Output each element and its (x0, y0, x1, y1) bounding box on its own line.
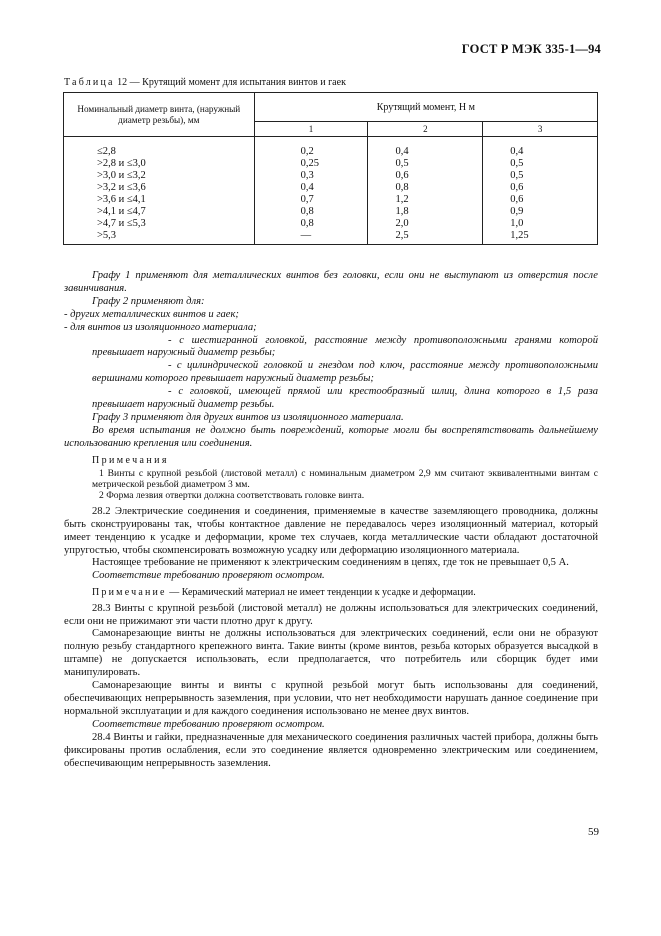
table-row: >3,0 и ≤3,2 0,3 0,6 0,5 (64, 170, 598, 182)
note: 2 Форма лезвия отвертки должна соответствовать головке винта. (99, 490, 365, 502)
paragraph: Графу 3 применяют для других винтов из изоляционного материала. (92, 411, 404, 423)
list-item: - с цилиндрической головкой и гнездом под ключ, расстояние между противоположными вершинами которого превышает наружный диаметр резьбы; (92, 360, 598, 385)
table-caption-text: 12 — Крутящий момент для испытания винтов и гаек (117, 77, 346, 88)
table-row: >3,2 и ≤3,6 0,4 0,8 0,6 (64, 182, 598, 194)
table-header-col-3: 3 (483, 122, 598, 137)
table-header-torque: Крутящий момент, Н м (254, 93, 597, 122)
table-header-diameter: Номинальный диаметр винта, (наружный диаметр резьбы), мм (64, 93, 255, 137)
table-row: >5,3 — 2,5 1,25 (64, 230, 598, 245)
page-number: 59 (588, 826, 599, 838)
list-item: - других металлических винтов и гаек; (64, 308, 239, 320)
list-item: - с головкой, имеющей прямой или крестообразный шлиц, длина которого в 1,5 раза превышает наружный диаметр резьбы. (92, 386, 598, 411)
table-row: >4,7 и ≤5,3 0,8 2,0 1,0 (64, 218, 598, 230)
document-code: ГОСТ Р МЭК 335-1—94 (461, 42, 601, 56)
table-row: ≤2,8 0,2 0,4 0,4 (64, 137, 598, 159)
paragraph: 28.2 Электрические соединения и соединения, применяемые в качестве заземляющего проводника, должны быть сконструированы так, чтобы контактное давление не передавалось через изоляционный материал, который имеет тенденцию к усадке и деформации, кроме тех случаев, когда металлические части обладают достаточной упругостью, чтобы скомпенсировать возможную усадку или деформацию изоляционного материала. (64, 505, 598, 556)
table-caption (64, 77, 346, 88)
paragraph: Графу 1 применяют для металлических винтов без головки, если они не выступают из отверстия после завинчивания. (64, 270, 598, 294)
paragraph: Графу 2 применяют для: (92, 295, 205, 307)
paragraph: Во время испытания не должно быть повреждений, которые могли бы воспрепятствовать дальнейшему использованию крепления или соединения. (64, 424, 598, 449)
table-header-col-1: 1 (254, 122, 368, 137)
list-item: - с шестигранной головкой, расстояние между противоположными гранями которой превышает наружный диаметр резьбы; (92, 334, 598, 359)
table-caption-label: Таблица (64, 77, 115, 88)
table-row: >3,6 и ≤4,1 0,7 1,2 0,6 (64, 194, 598, 206)
note (92, 587, 598, 598)
paragraph: Соответствие требованию проверяют осмотром. (92, 718, 325, 730)
paragraph: 28.3 Винты с крупной резьбой (листовой металл) не должны использоваться для электрических соединений, если они не прижимают эти части плотно друг к другу. (64, 602, 598, 627)
document-body (64, 270, 598, 770)
note-text: — Керамический материал не имеет тенденции к усадке и деформации. (166, 587, 476, 599)
table-row: >4,1 и ≤4,7 0,8 1,8 0,9 (64, 206, 598, 218)
list-item: - для винтов из изоляционного материала; (64, 321, 257, 333)
paragraph: Настоящее требование не применяют к электрическим соединениям в цепях, где ток не превышает 0,5 А. (92, 557, 569, 569)
paragraph: 28.4 Винты и гайки, предназначенные для механического соединения различных частей прибора, должны быть фиксированы против ослабления, если это соединение является одновременно электрическим или соединением, обеспечивающим непрерывность заземления. (64, 731, 598, 769)
table-row: >2,8 и ≤3,0 0,25 0,5 0,5 (64, 158, 598, 170)
note: 1 Винты с крупной резьбой (листовой металл) с номинальным диаметром 2,9 мм считают эквивалентными винтам с метрической резьбой диаметром 3 мм. (92, 467, 598, 490)
table-header-col-2: 2 (368, 122, 483, 137)
torque-table (63, 92, 598, 245)
paragraph: Соответствие требованию проверяют осмотром. (92, 570, 325, 582)
notes-title: Примечания (92, 454, 169, 466)
paragraph: Самонарезающие винты не должны использоваться для электрических соединений, если они не образуют полную резьбу стандартного крепежного винта. Такие винты (кроме винтов, резьба которых образуется высадкой в штампе) не допускается использовать, если предполагается, что потребитель или сборщик будет ими манипулировать. (64, 628, 598, 679)
note-label: Примечание (92, 587, 167, 599)
paragraph: Самонарезающие винты и винты с крупной резьбой могут быть использованы для соединений, обеспечивающих непрерывность заземления, при условии, что нет необходимости нарушать данное соединение при нормальной эксплуатации и для каждого соединения использовано не менее двух винтов. (64, 680, 598, 717)
